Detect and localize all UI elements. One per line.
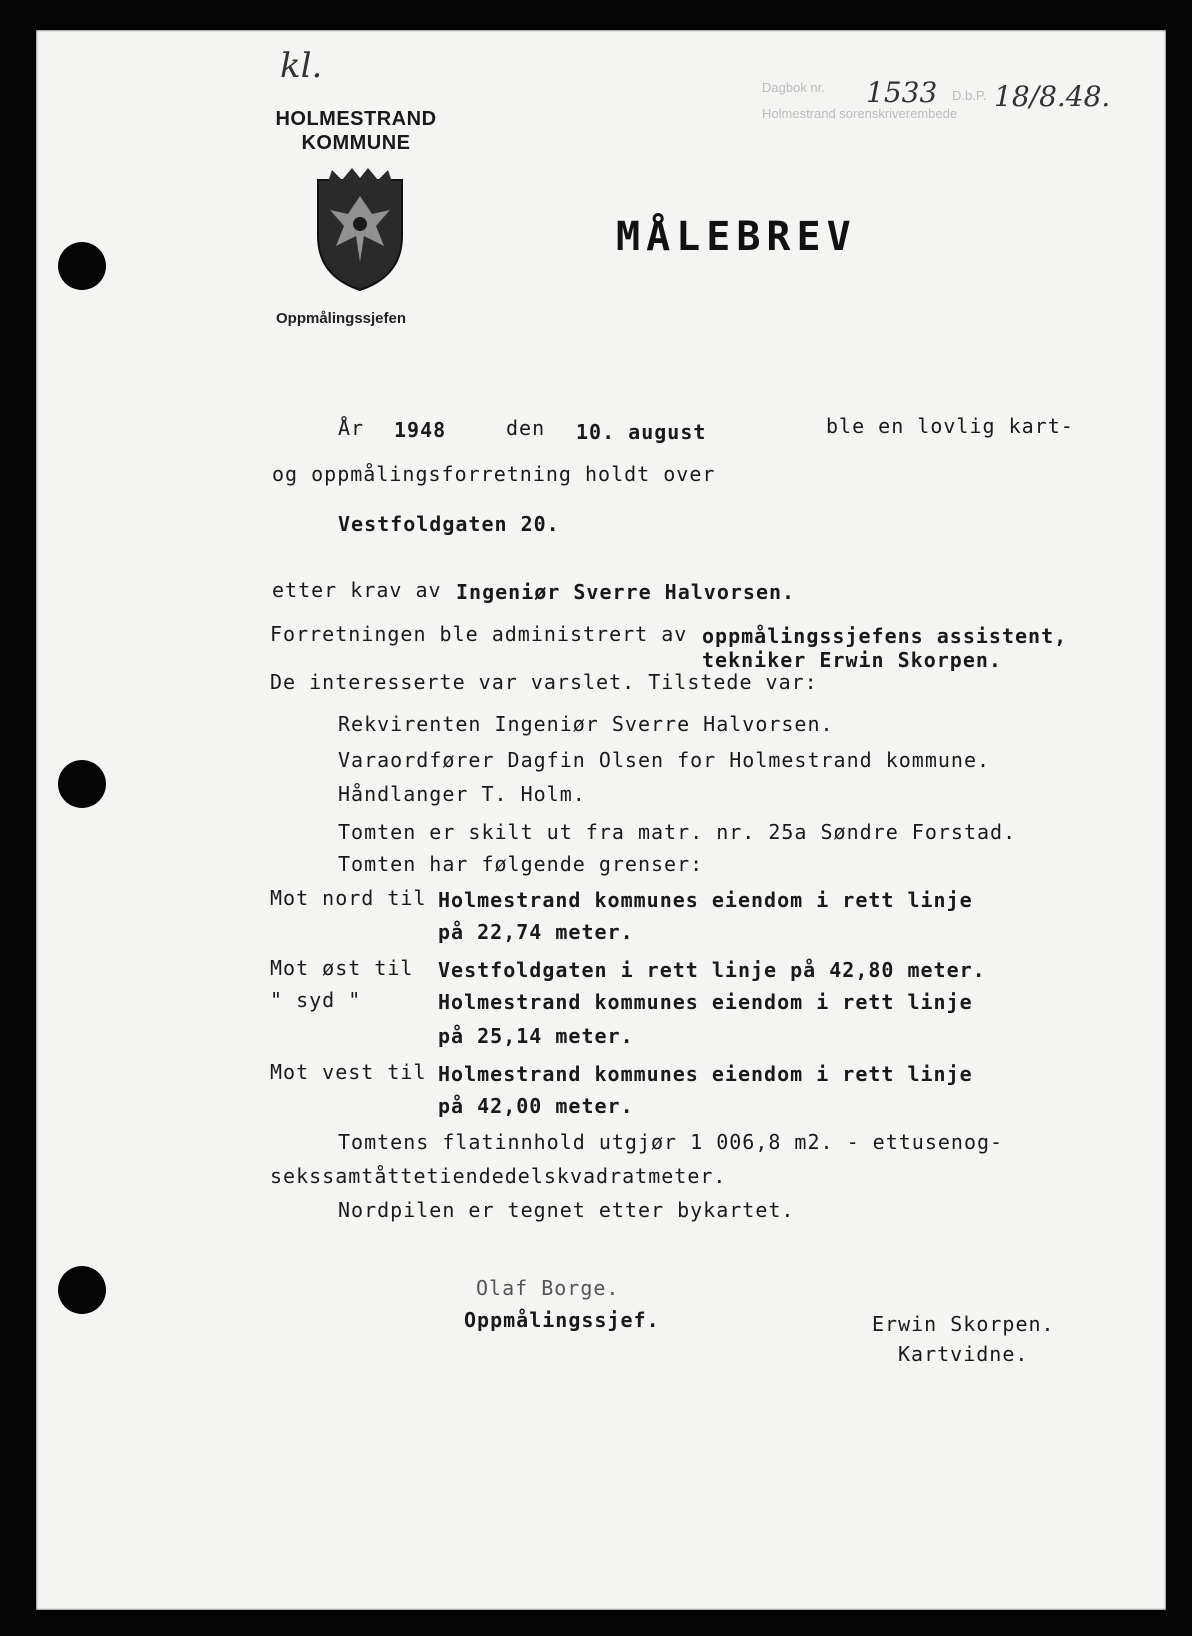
text-boundaries-heading: Tomten har følgende grenser: [338, 852, 704, 876]
stamp-date: 18/8.48. [994, 80, 1111, 113]
stamp-label: Dagbok nr. [762, 80, 825, 95]
stamp-office: Holmestrand sorenskriverembede [762, 106, 958, 121]
signature-left-title: Oppmålingssjef. [464, 1308, 660, 1332]
stamp-dbp: D.b.P. [952, 88, 987, 103]
text-year-label: År [338, 416, 365, 440]
signature-left: Olaf Borge. [476, 1276, 620, 1300]
office-name: Oppmålingssjefen [276, 310, 407, 327]
attendee: Varaordfører Dagfin Olsen for Holmestrand kommune. [338, 748, 991, 772]
text-north-arrow: Nordpilen er tegnet etter bykartet. [338, 1198, 795, 1222]
boundary-south-label: " syd " [270, 988, 362, 1012]
document-page [36, 30, 1166, 1610]
text-line2: og oppmålingsforretning holdt over [272, 462, 716, 486]
text-den: den [506, 416, 546, 440]
document-title: MÅLEBREV [616, 214, 857, 260]
boundary-west-length: på 42,00 meter. [438, 1094, 634, 1118]
boundary-east-text: Vestfoldgaten i rett linje på 42,80 meter. [438, 958, 986, 982]
signature-right-title: Kartvidne. [898, 1342, 1029, 1366]
property-address: Vestfoldgaten 20. [338, 512, 560, 536]
boundary-north-length: på 22,74 meter. [438, 920, 634, 944]
administrator-name: tekniker Erwin Skorpen. [702, 648, 1002, 672]
text-parcel-origin: Tomten er skilt ut fra matr. nr. 25a Søndre Forstad. [338, 820, 1017, 844]
text-line1-tail: ble en lovlig kart- [826, 414, 1074, 438]
text-notified: De interesserte var varslet. Tilstede var: [270, 670, 818, 694]
punch-hole [58, 1266, 106, 1314]
boundary-east-label: Mot øst til [270, 956, 414, 980]
text-date: 10. august [576, 420, 707, 444]
text-area-words: sekssamtåttetiendedelskvadratmeter. [270, 1164, 727, 1188]
boundary-south-text: Holmestrand kommunes eiendom i rett linje [438, 990, 973, 1014]
boundary-south-length: på 25,14 meter. [438, 1024, 634, 1048]
text-administered: Forretningen ble administrert av [270, 622, 688, 646]
administrator-role: oppmålingssjefens assistent, [702, 624, 1068, 648]
text-year: 1948 [394, 418, 447, 442]
municipality-name-line2: KOMMUNE [301, 132, 411, 154]
requester-name: Ingeniør Sverre Halvorsen. [456, 580, 796, 604]
boundary-north-text: Holmestrand kommunes eiendom i rett linje [438, 888, 973, 912]
attendee: Rekvirenten Ingeniør Sverre Halvorsen. [338, 712, 834, 736]
coat-of-arms-icon [312, 166, 408, 294]
text-area: Tomtens flatinnhold utgjør 1 006,8 m2. - ettusenog- [338, 1130, 1004, 1154]
stamp-number: 1533 [866, 76, 938, 109]
text-krav-label: etter krav av [272, 578, 442, 602]
boundary-west-label: Mot vest til [270, 1060, 427, 1084]
punch-hole [58, 760, 106, 808]
signature-right-name: Erwin Skorpen. [872, 1312, 1055, 1336]
boundary-north-label: Mot nord til [270, 886, 427, 910]
handwritten-initials: kl. [280, 46, 323, 86]
punch-hole [58, 242, 106, 290]
attendee: Håndlanger T. Holm. [338, 782, 586, 806]
boundary-west-text: Holmestrand kommunes eiendom i rett linje [438, 1062, 973, 1086]
municipality-name: HOLMESTRAND [275, 108, 437, 130]
